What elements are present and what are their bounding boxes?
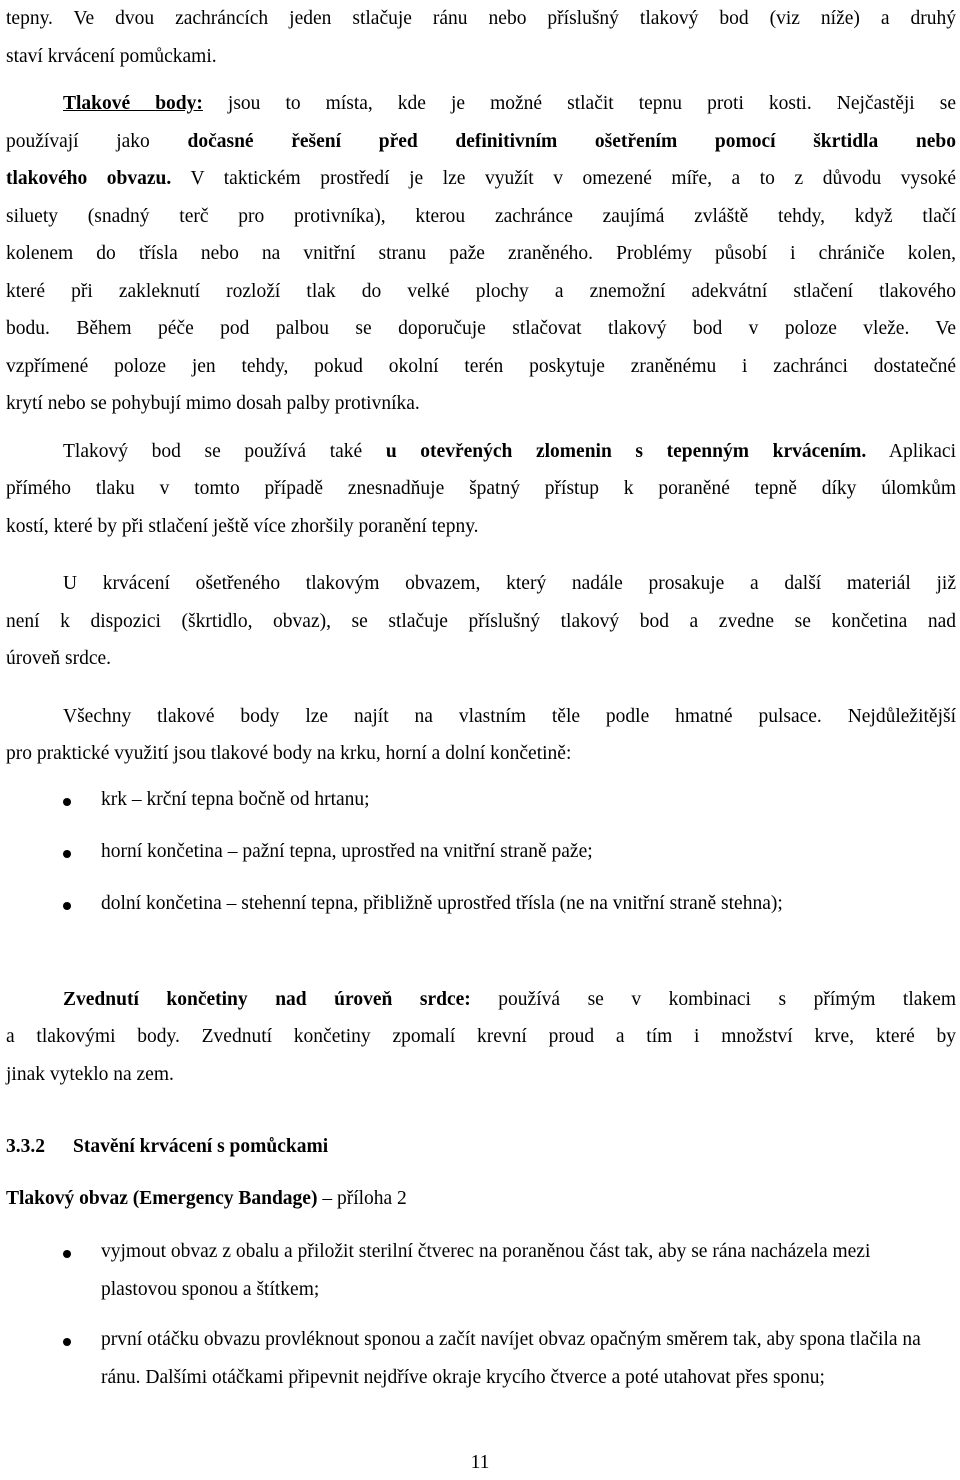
section-number: 3.3.2: [6, 1136, 45, 1157]
text-line: Všechny tlakové body lze najít na vlastním těle podle hmatné pulsace. Nejdůležitější: [63, 705, 956, 727]
text-line: a tlakovými body. Zvednutí končetiny zpomalí krevní proud a tím i množství krve, které by: [6, 1026, 956, 1047]
text-line: úroveň srdce.: [6, 648, 112, 669]
text-line: krytí nebo se pohybují mimo dosah palby protivníka.: [6, 393, 420, 414]
list-item: vyjmout obvaz z obalu a přiložit sterilní čtverec na poraněnou část tak, aby se rána nacházela mezi plastovou sponou a štítkem;: [6, 1233, 941, 1321]
paragraph-open-fractures: [6, 433, 956, 546]
paragraph-intro: [6, 0, 956, 75]
list-item: první otáčku obvazu provléknout sponou a začít navíjet obvaz opačným směrem tak, aby spona tlačila na ránu. Dalšími otáčkami připevnit nejdříve okraje krycího čtverce a poté utahovat přes sponu;: [6, 1321, 960, 1441]
subheading-attachment: – příloha 2: [317, 1188, 407, 1209]
text-line: tepny. Ve dvou zachráncích jeden stlačuje ránu nebo příslušný tlakový bod (viz níže) a druhý: [6, 8, 956, 29]
bullet-icon: [63, 1338, 71, 1346]
text-line: tlakového obvazu. V taktickém prostředí je lze využít v omezené míře, a to z důvodu vysoké: [6, 168, 956, 189]
text-line: siluety (snadný terč pro protivníka), kterou zachránce zaujímá zvláště tehdy, když tlačí: [6, 205, 956, 227]
text-line: staví krvácení pomůckami.: [6, 45, 217, 67]
text-line: kostí, které by při stlačení ještě více zhoršily poranění tepny.: [6, 515, 479, 537]
text-line: jinak vyteklo na zem.: [6, 1063, 174, 1085]
section-title: Stavění krvácení s pomůckami: [73, 1136, 329, 1157]
list-item: dolní končetina – stehenní tepna, přibližně uprostřed třísla (ne na vnitřní straně stehna);: [6, 885, 921, 973]
text-line: Zvednutí končetiny nad úroveň srdce: používá se v kombinaci s přímým tlakem: [63, 988, 956, 1010]
list-item: horní končetina – pažní tepna, uprostřed na vnitřní straně paže;: [6, 833, 956, 885]
text-line: Tlakové body: jsou to místa, kde je možné stlačit tepnu proti kosti. Nejčastěji se: [63, 93, 956, 114]
text-line: používají jako dočasné řešení před definitivním ošetřením pomocí škrtidla nebo: [6, 130, 956, 152]
paragraph-elevation: [6, 981, 956, 1094]
subheading: [6, 1179, 956, 1219]
paragraph-pressure-points: [6, 85, 956, 423]
paragraph-bandage-bleeding: [6, 565, 956, 678]
bullet-icon: [63, 850, 71, 858]
term-pressure-points: Tlakové body:: [63, 93, 203, 114]
paragraph-all-points: [6, 698, 956, 773]
section-heading: [6, 1127, 956, 1167]
text-line: bodu. Během péče pod palbou se doporučuje stlačovat tlakový bod v poloze vleže. Ve: [6, 318, 956, 339]
list-item: krk – krční tepna bočně od hrtanu;: [6, 781, 956, 833]
text-line: U krvácení ošetřeného tlakovým obvazem, který nadále prosakuje a další materiál již: [63, 573, 956, 594]
subheading-title: Tlakový obvaz (Emergency Bandage): [6, 1188, 318, 1209]
text-line: které při zakleknutí rozloží tlak do velké plochy a znemožní adekvátní stlačení tlakového: [6, 280, 956, 302]
text-line: pro praktické využití jsou tlakové body na krku, horní a dolní končetině:: [6, 743, 572, 764]
document-page: [6, 0, 956, 1441]
text-line: Tlakový bod se používá také u otevřených zlomenin s tepenným krvácením. Aplikaci: [63, 440, 957, 462]
text-line: vzpřímené poloze jen tehdy, pokud okolní terén poskytuje zraněnému i zachránci dostatečné: [6, 355, 956, 377]
bullet-icon: [63, 1250, 71, 1258]
text-line: není k dispozici (škrtidlo, obvaz), se stlačuje příslušný tlakový bod a zvedne se končetina nad: [6, 610, 956, 632]
page-number: 11: [470, 1452, 490, 1473]
bullet-icon: [63, 902, 71, 910]
text-line: přímého tlaku v tomto případě znesnadňuje špatný přístup k poraněné tepně díky úlomkům: [6, 478, 956, 499]
bullet-icon: [63, 798, 71, 806]
text-line: kolenem do třísla nebo na vnitřní stranu paže zraněného. Problémy působí i chrániče kolen,: [6, 243, 956, 264]
